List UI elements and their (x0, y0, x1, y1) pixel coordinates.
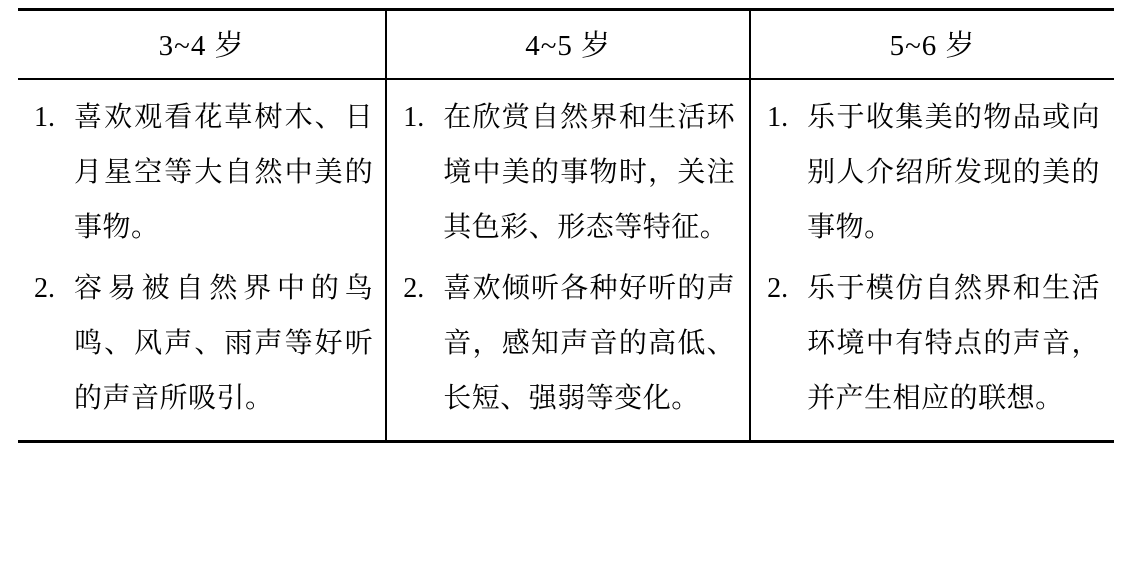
table-body-row (18, 79, 1114, 442)
list-item (395, 90, 741, 255)
list-item-number: 1. (34, 102, 55, 133)
table-cell-5-6 (750, 79, 1114, 442)
list-item (759, 261, 1106, 426)
list-item-number: 2. (767, 273, 789, 304)
list-item (759, 90, 1106, 255)
table-header-row (18, 11, 1114, 79)
item-list-5-6 (759, 90, 1106, 426)
list-item-number: 1. (403, 102, 425, 133)
table-cell-3-4 (18, 79, 386, 442)
table-cell-4-5 (386, 79, 750, 442)
column-header-5-6: 5~6 岁 (750, 11, 1114, 79)
list-item-text: 在欣赏自然界和生活环境中美的事物时，关注其色彩、形态等特征。 (443, 102, 736, 243)
list-item (26, 261, 377, 426)
item-list-3-4 (26, 90, 377, 426)
list-item (26, 90, 377, 255)
list-item-number: 1. (767, 102, 789, 133)
list-item-number: 2. (403, 273, 425, 304)
list-item-number: 2. (34, 273, 55, 304)
list-item-text: 容易被自然界中的鸟鸣、风声、雨声等好听的声音所吸引。 (74, 273, 374, 414)
list-item-text: 喜欢观看花草树木、日月星空等大自然中美的事物。 (74, 102, 374, 243)
list-item-text: 乐于收集美的物品或向别人介绍所发现的美的事物。 (807, 102, 1100, 243)
list-item-text: 乐于模仿自然界和生活环境中有特点的声音，并产生相应的联想。 (807, 273, 1100, 414)
column-header-4-5: 4~5 岁 (386, 11, 750, 79)
list-item (395, 261, 741, 426)
column-header-3-4: 3~4 岁 (18, 11, 386, 79)
item-list-4-5 (395, 90, 741, 426)
list-item-text: 喜欢倾听各种好听的声音，感知声音的高低、长短、强弱等变化。 (443, 273, 736, 414)
age-range-table (18, 8, 1114, 443)
